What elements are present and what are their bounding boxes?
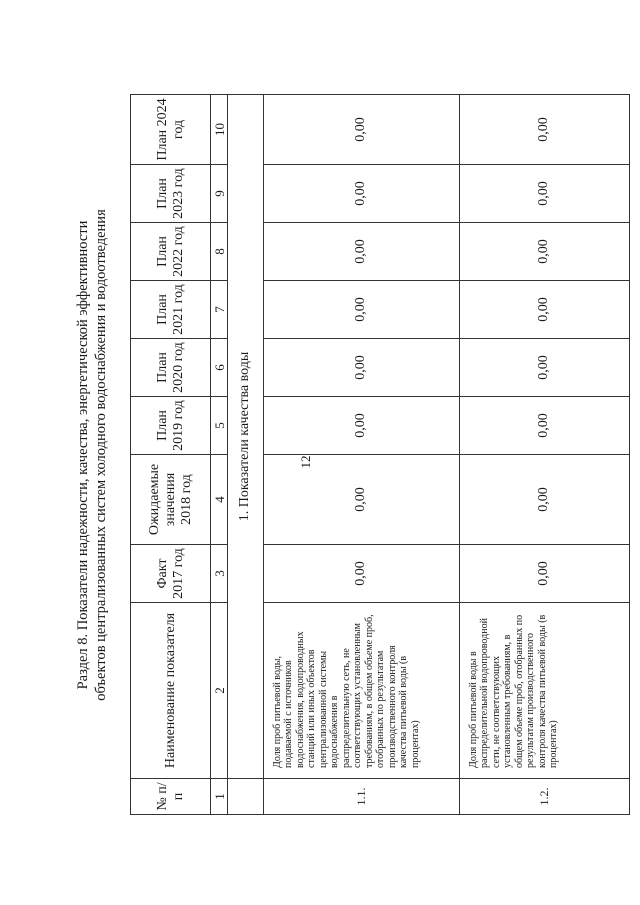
header-cell: № п/п — [131, 779, 211, 815]
header-cell: План 2019 год — [131, 397, 211, 455]
table-row — [459, 95, 629, 815]
header-cell: Наименование показателя — [131, 603, 211, 779]
header-cell: Ожидаемые значения 2018 год — [131, 455, 211, 545]
indicator-name: Доля проб питьевой воды в распределительной водопроводной сети, не соответствующих установленным требованиям, в общем объеме проб, отобранных по результатам производственного контроля качества питьевой воды (в процентах) — [459, 603, 629, 779]
row-index: 1.1. — [263, 779, 459, 815]
column-number: 10 — [211, 95, 227, 165]
table-header-row — [131, 95, 211, 815]
heading-line-2: объектов централизованных систем холодного водоснабжения и водоотведения — [93, 209, 109, 701]
indicators-table-container — [130, 95, 630, 815]
column-number: 8 — [211, 223, 227, 281]
section-row — [227, 95, 263, 815]
value-cell: 0,00 — [459, 165, 629, 223]
value-cell: 0,00 — [263, 339, 459, 397]
value-cell: 0,00 — [459, 455, 629, 545]
value-cell: 0,00 — [263, 545, 459, 603]
heading-line-1: Раздел 8. Показатели надежности, качества, энергетической эффективности — [75, 220, 91, 690]
value-cell: 0,00 — [263, 455, 459, 545]
section-heading — [74, 95, 110, 815]
column-number: 5 — [211, 397, 227, 455]
table-row — [263, 95, 459, 815]
column-number: 1 — [211, 779, 227, 815]
column-number: 7 — [211, 281, 227, 339]
column-number-row — [211, 95, 227, 815]
indicator-name: Доля проб питьевой воды, подаваемой с источников водоснабжения, водопроводных станций или иных объектов централизованной системы водоснабжения в распределительную сеть, не соответствующих установленным требованиям, в общем объеме проб, отобранных по результатам производственного контроля качества питьевой воды (в процентах) — [263, 603, 459, 779]
header-cell: Факт 2017 год — [131, 545, 211, 603]
header-cell: План 2023 год — [131, 165, 211, 223]
value-cell: 0,00 — [459, 339, 629, 397]
column-number: 6 — [211, 339, 227, 397]
header-cell: План 2022 год — [131, 223, 211, 281]
value-cell: 0,00 — [459, 397, 629, 455]
section-blank-cell — [227, 779, 263, 815]
value-cell: 0,00 — [459, 281, 629, 339]
header-cell: План 2020 год — [131, 339, 211, 397]
value-cell: 0,00 — [263, 95, 459, 165]
value-cell: 0,00 — [263, 165, 459, 223]
column-number: 9 — [211, 165, 227, 223]
value-cell: 0,00 — [263, 281, 459, 339]
column-number: 3 — [211, 545, 227, 603]
value-cell: 0,00 — [263, 397, 459, 455]
value-cell: 0,00 — [459, 95, 629, 165]
value-cell: 0,00 — [263, 223, 459, 281]
value-cell: 0,00 — [459, 545, 629, 603]
header-cell: План 2021 год — [131, 281, 211, 339]
header-cell: План 2024 год — [131, 95, 211, 165]
indicators-table — [130, 94, 630, 815]
column-number: 2 — [211, 603, 227, 779]
page-number: 12 — [298, 455, 313, 469]
column-number: 4 — [211, 455, 227, 545]
row-index: 1.2. — [459, 779, 629, 815]
section-title: 1. Показатели качества воды — [227, 95, 263, 779]
value-cell: 0,00 — [459, 223, 629, 281]
